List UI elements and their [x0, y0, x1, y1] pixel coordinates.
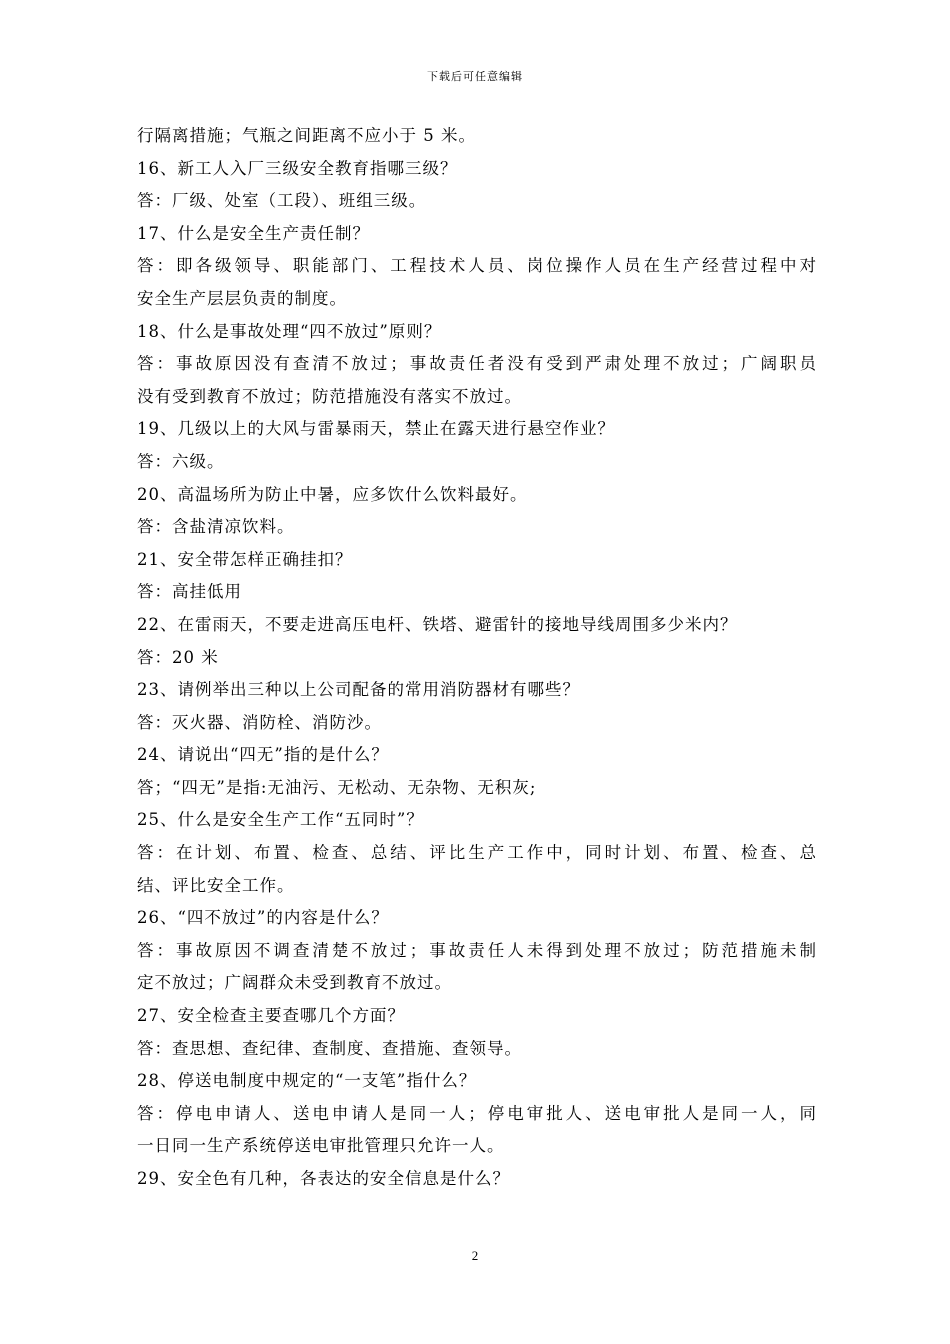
- text-line: 安全生产层层负责的制度。: [137, 288, 347, 308]
- text-line: 24、请说出“四无”指的是什么？: [137, 745, 389, 765]
- text-line: 答：20 米: [137, 647, 219, 667]
- text-line: 27、安全检查主要查哪几个方面？: [137, 1006, 405, 1026]
- page-header: 下载后可任意编辑: [427, 70, 523, 83]
- text-line: 26、“四不放过”的内容是什么？: [137, 908, 389, 928]
- text-line: 答：事故原因不调查清楚不放过；事故责任人未得到处理不放过；防范措施未制: [137, 940, 817, 960]
- text-line: 22、在雷雨天，不要走进高压电杆、铁塔、避雷针的接地导线周围多少米内？: [137, 614, 738, 634]
- text-line: 答：即各级领导、职能部门、工程技术人员、岗位操作人员在生产经营过程中对: [137, 256, 817, 276]
- text-line: 答：高挂低用: [137, 582, 242, 602]
- text-line: 一日同一生产系统停送电审批管理只允许一人。: [137, 1136, 505, 1156]
- text-line: 答：停电申请人、送电申请人是同一人；停电审批人、送电审批人是同一人，同: [137, 1103, 817, 1123]
- text-line: 19、几级以上的大风与雷暴雨天，禁止在露天进行悬空作业？: [137, 419, 615, 439]
- text-line: 没有受到教育不放过；防范措施没有落实不放过。: [137, 386, 522, 406]
- text-line: 答：含盐清凉饮料。: [137, 517, 295, 537]
- text-line: 17、什么是安全生产责任制？: [137, 223, 370, 243]
- text-line: 28、停送电制度中规定的“一支笔”指什么？: [137, 1071, 477, 1091]
- page-number: 2: [471, 1248, 479, 1263]
- text-line: 18、什么是事故处理“四不放过”原则？: [137, 321, 442, 341]
- text-line: 行隔离措施；气瓶之间距离不应小于 5 米。: [137, 126, 476, 145]
- text-line: 答：六级。: [137, 451, 225, 471]
- text-line: 答：事故原因没有查清不放过；事故责任者没有受到严肃处理不放过；广阔职员: [137, 354, 817, 374]
- text-line: 29、安全色有几种，各表达的安全信息是什么？: [137, 1169, 510, 1188]
- text-line: 答：在计划、布置、检查、总结、评比生产工作中，同时计划、布置、检查、总: [137, 843, 817, 863]
- text-line: 21、安全带怎样正确挂扣？: [137, 549, 353, 569]
- text-line: 答；“四无”是指:无油污、无松动、无杂物、无积灰;: [137, 777, 537, 797]
- text-line: 结、评比安全工作。: [137, 875, 295, 895]
- document-body: [137, 120, 817, 1196]
- text-line: 16、新工人入厂三级安全教育指哪三级？: [137, 158, 458, 178]
- text-line: 答：厂级、处室（工段）、班组三级。: [137, 191, 427, 211]
- text-line: 25、什么是安全生产工作“五同时”？: [137, 810, 424, 830]
- text-line: 23、请例举出三种以上公司配备的常用消防器材有哪些？: [137, 680, 580, 700]
- text-line: 答：灭火器、消防栓、消防沙。: [137, 712, 382, 732]
- text-line: 20、高温场所为防止中暑，应多饮什么饮料最好。: [137, 484, 528, 504]
- text-line: 答：查思想、查纪律、查制度、查措施、查领导。: [137, 1038, 522, 1058]
- text-line: 定不放过；广阔群众未受到教育不放过。: [137, 973, 452, 993]
